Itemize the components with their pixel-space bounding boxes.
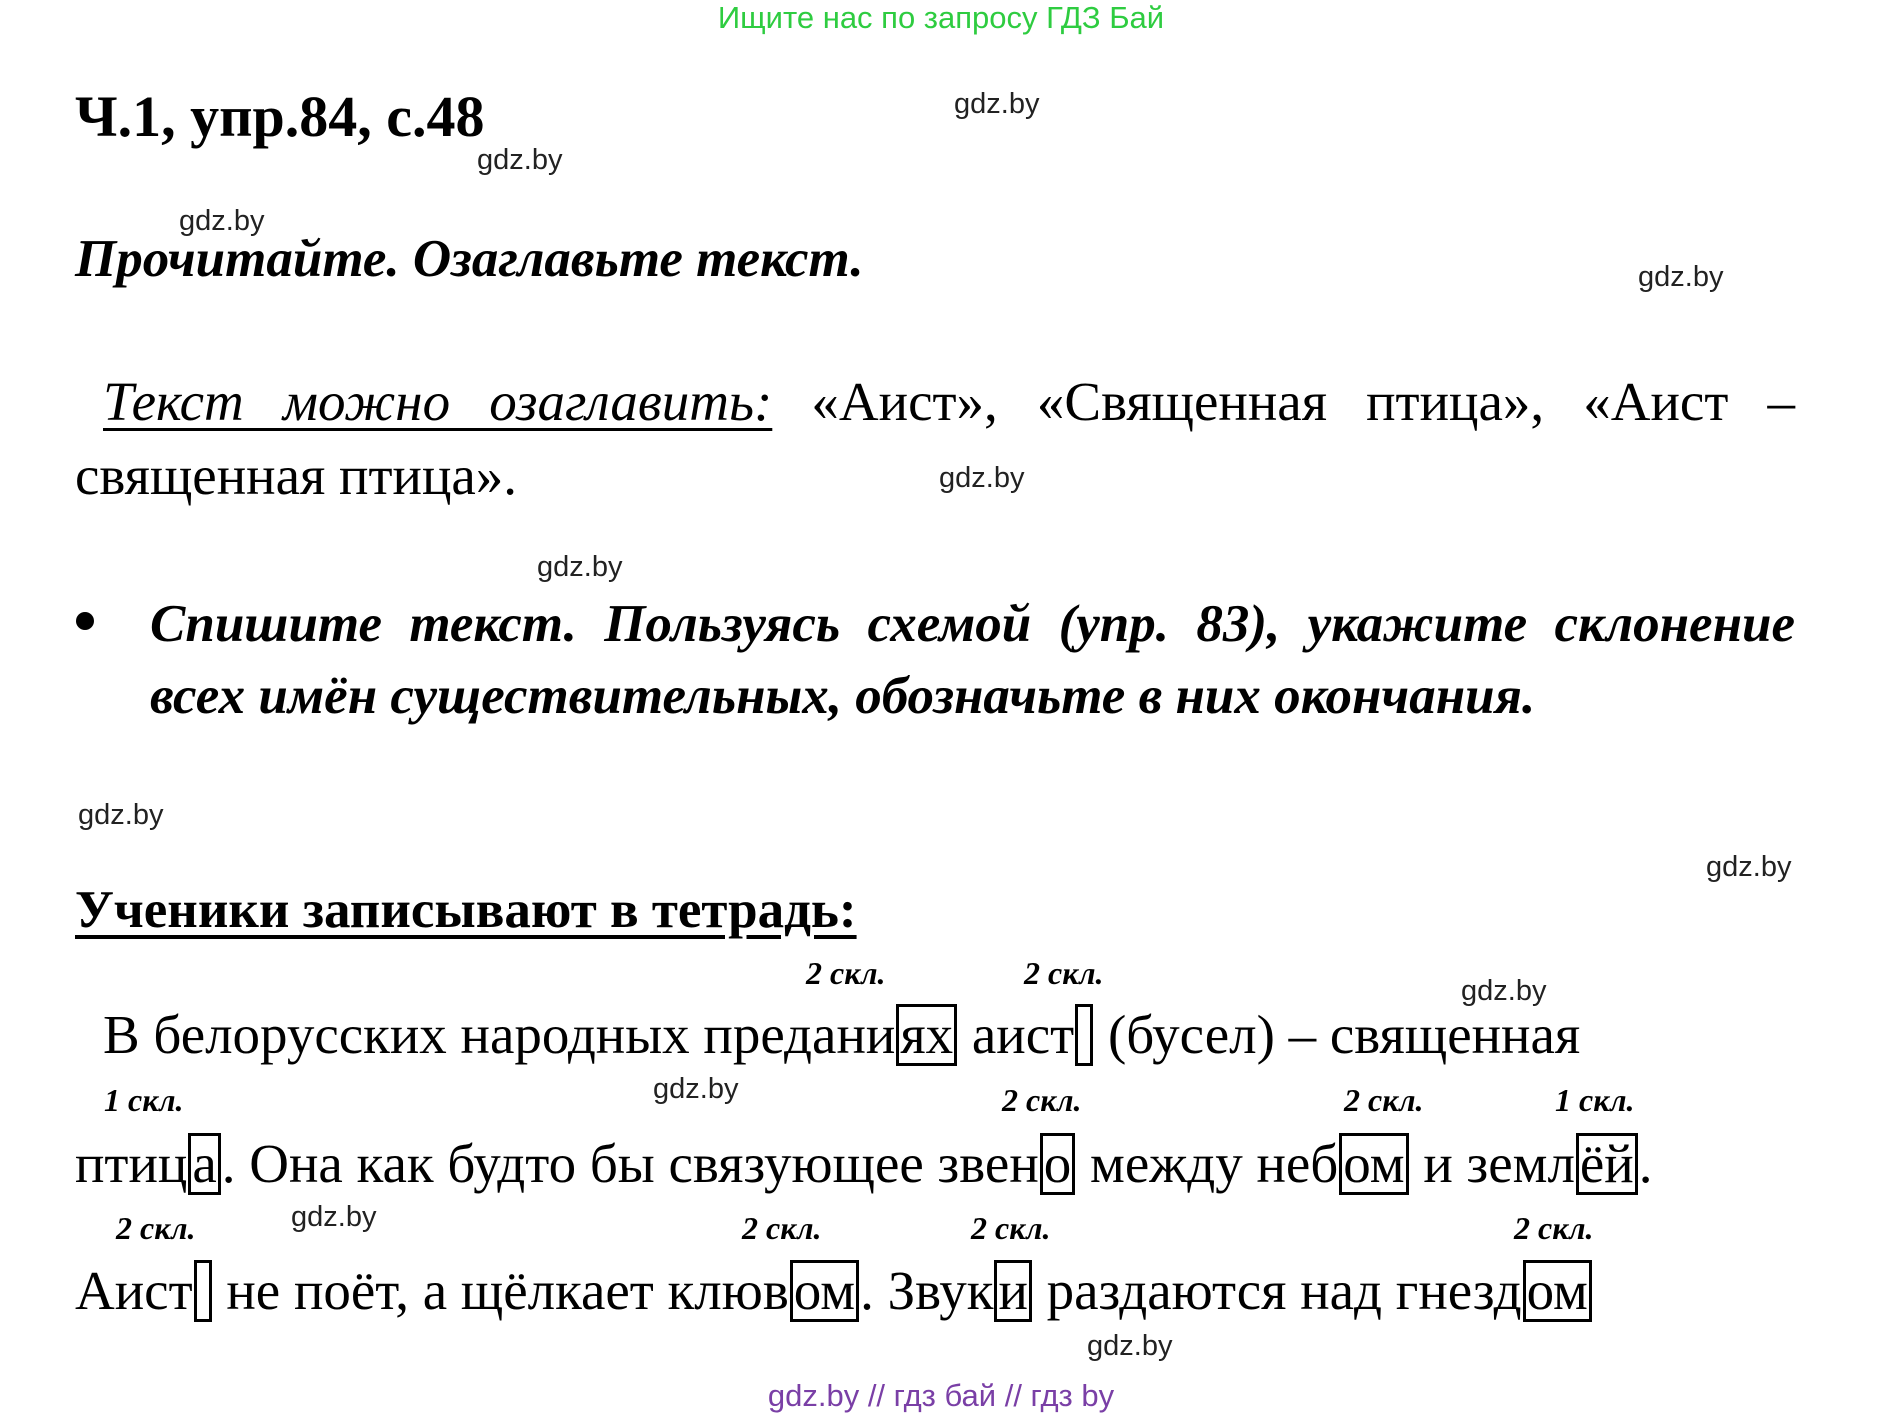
text-segment: Аист: [75, 1260, 193, 1321]
text-line-3: [75, 1258, 1593, 1324]
declension-label: 1 скл.: [104, 1082, 184, 1118]
answer-lead: Текст можно озаглавить:: [103, 371, 773, 432]
declension-label: 2 скл.: [742, 1210, 822, 1246]
watermark: gdz.by: [954, 88, 1040, 120]
declension-label: 2 скл.: [806, 955, 886, 991]
text-segment: и земл: [1409, 1133, 1575, 1194]
text-segment: между неб: [1076, 1133, 1339, 1194]
watermark: gdz.by: [1638, 261, 1724, 293]
ending-box: [194, 1260, 212, 1322]
ending-box: ом: [790, 1260, 859, 1322]
ending-box: ом: [1523, 1260, 1592, 1322]
page-title: Ч.1, упр.84, с.48: [75, 84, 485, 149]
declension-label: 2 скл.: [1024, 955, 1104, 991]
ending-box: а: [188, 1133, 220, 1195]
students-heading: Ученики записывают в тетрадь:: [75, 881, 857, 939]
declension-label: 1 скл.: [1555, 1082, 1635, 1118]
text-line-1: [103, 1002, 1580, 1068]
watermark: gdz.by: [291, 1201, 377, 1233]
watermark: gdz.by: [78, 799, 164, 831]
declension-label: 2 скл.: [1344, 1082, 1424, 1118]
answer-text: «Аист», «Священная птица», «Аист – священная птица».: [75, 371, 1796, 506]
declension-label: 2 скл.: [971, 1210, 1051, 1246]
declension-label: 2 скл.: [1514, 1210, 1594, 1246]
watermark: gdz.by: [1461, 975, 1547, 1007]
footer-banner: gdz.by // гдз бай // гдз by: [767, 1378, 1115, 1413]
ending-box: [1075, 1004, 1093, 1066]
search-banner: Ищите нас по запросу ГДЗ Бай: [717, 0, 1165, 35]
declension-label: 2 скл.: [1002, 1082, 1082, 1118]
task-instruction-1: Прочитайте. Озаглавьте текст.: [75, 230, 864, 288]
watermark: gdz.by: [179, 205, 265, 237]
declension-label: 2 скл.: [116, 1210, 196, 1246]
watermark: gdz.by: [939, 462, 1025, 494]
text-segment: (бусел) – священная: [1094, 1004, 1581, 1065]
watermark: gdz.by: [477, 144, 563, 176]
watermark: gdz.by: [537, 551, 623, 583]
bullet-icon: [76, 612, 94, 630]
watermark: gdz.by: [1706, 851, 1792, 883]
text-segment: . Она как будто бы связующее звен: [221, 1133, 1039, 1194]
text-segment: В белорусских народных предани: [103, 1004, 896, 1065]
text-line-2: [75, 1131, 1653, 1197]
ending-box: ом: [1339, 1133, 1408, 1195]
watermark: gdz.by: [1087, 1330, 1173, 1362]
text-segment: .: [1638, 1133, 1653, 1194]
task-instruction-2: Спишите текст. Пользуясь схемой (упр. 83), укажите склонение всех имён существительных, обозначьте в них окончания.: [150, 595, 1795, 725]
watermark: gdz.by: [653, 1073, 739, 1105]
ending-box: ёй: [1576, 1133, 1638, 1195]
ending-box: ях: [896, 1004, 957, 1066]
ending-box: и: [994, 1260, 1031, 1322]
text-segment: раздаются над гнезд: [1032, 1260, 1522, 1321]
text-segment: птиц: [75, 1133, 188, 1194]
text-segment: не поёт, а щёлкает клюв: [212, 1260, 789, 1321]
ending-box: о: [1040, 1133, 1076, 1195]
text-segment: аист: [958, 1004, 1075, 1065]
answer-paragraph: [75, 365, 1795, 513]
text-segment: . Звук: [860, 1260, 994, 1321]
